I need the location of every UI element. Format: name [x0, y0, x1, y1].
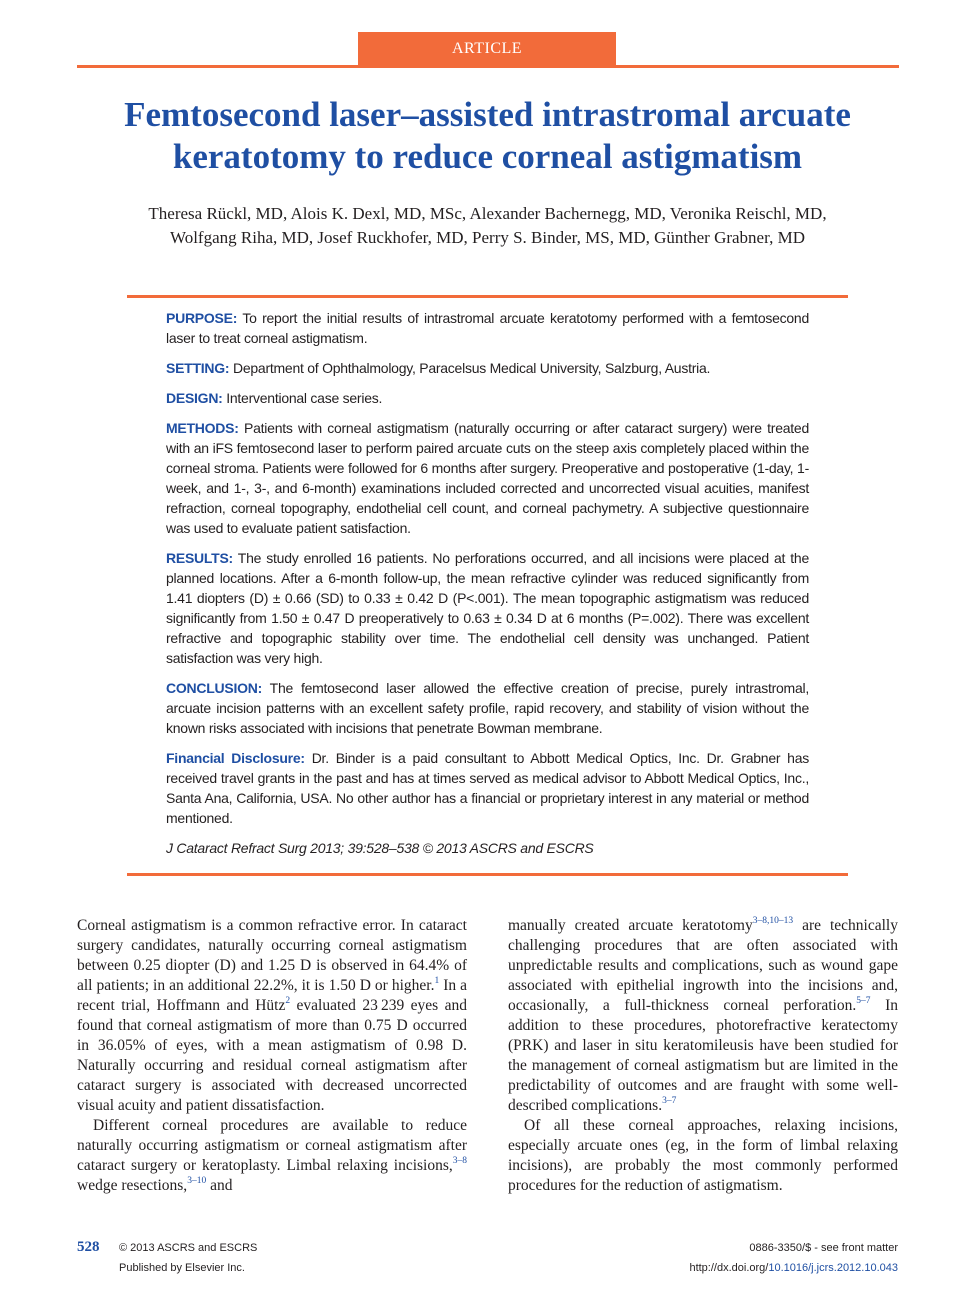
- authors-line-1: Theresa Rückl, MD, Alois K. Dexl, MD, MSc, Alexander Bachernegg, MD, Veronika Reischl, MD,: [148, 204, 827, 223]
- doi-prefix: http://dx.doi.org/: [689, 1262, 769, 1274]
- setting-label: SETTING:: [166, 360, 230, 376]
- body-text: In addition to these procedures, photorefractive keratectomy (PRK) and laser in situ keratomileusis have been studied for the management of corneal astigmatism but are limited in the predictability of outcomes and are fraught with some well-described complications.: [508, 997, 898, 1114]
- body-text: Corneal astigmatism is a common refractive error. In cataract surgery candidates, naturally occurring corneal astigmatism between 0.25 diopter (D) and 1.25 D is observed in 64.4% of all patients; in an additional 22.2%, it is 1.50 D or higher.: [77, 917, 467, 994]
- citation-ref[interactable]: 3–10: [187, 1176, 207, 1186]
- article-type-tag: ARTICLE: [358, 32, 616, 65]
- body-text: Different corneal procedures are available to reduce naturally occurring astigmatism or corneal astigmatism after cataract surgery or keratoplasty. Limbal relaxing incisions,: [77, 1117, 467, 1174]
- title-line-1: Femtosecond laser–assisted intrastromal arcuate: [124, 95, 851, 134]
- disclosure-text: Dr. Binder is a paid consultant to Abbott Medical Optics, Inc. Dr. Grabner has received travel grants in the past and has at times served as medical advisor to Abbott Medical Optics, Inc., Santa Ana, California, USA. No other author has a financial or proprietary interest in any material or method mentioned.: [166, 750, 809, 826]
- page-number: 528: [77, 1239, 100, 1255]
- body-paragraph: Of all these corneal approaches, relaxing incisions, especially arcuate ones (eg, in the form of limbal relaxing incisions), are probably the most commonly performed procedures for the reduction of astigmatism.: [508, 1117, 898, 1194]
- footer-copyright: © 2013 ASCRS and ESCRS: [119, 1242, 258, 1254]
- abstract-methods: [166, 418, 809, 538]
- abstract-design: [166, 388, 809, 408]
- setting-text: Department of Ophthalmology, Paracelsus Medical University, Salzburg, Austria.: [229, 360, 711, 376]
- body-paragraph: [77, 1116, 467, 1196]
- abstract-purpose: [166, 308, 809, 348]
- body-text: In a recent trial, Hoffmann and Hütz: [77, 977, 468, 1014]
- results-text: The study enrolled 16 patients. No perforations occurred, and all incisions were placed at the planned locations. After a 6-month follow-up, the mean refractive cylinder was reduced significantly from 1.41 diopters (D) ± 0.66 (SD) to 0.33 ± 0.42 D (P<.001). The mean topographic astigmatism was reduced significantly from 1.50 ± 0.47 D preoperatively to 0.63 ± 0.34 D at 6 months (P=.002). There was excellent refractive and topographic stability over time. The endothelial cell density was unchanged. Patient satisfaction was very high.: [166, 550, 809, 666]
- journal-citation: J Cataract Refract Surg 2013; 39:528–538 © 2013 ASCRS and ESCRS: [166, 840, 594, 856]
- abstract-top-rule: [127, 295, 848, 298]
- body-text: wedge resections,: [77, 1177, 188, 1194]
- body-text: are technically challenging procedures that are often associated with unpredictable results and complications, such as wound gape associated with epithelial ingrowth into the incisions and, occasionally, a full-thickness corneal perforation.: [508, 917, 898, 1014]
- methods-text: Patients with corneal astigmatism (naturally occurring or after cataract surgery) were treated with an iFS femtosecond laser to perform paired arcuate cuts on the steep axis completely placed within the corneal stroma. Patients were followed for 6 months after surgery. Preoperative and postoperative (1-day, 1-week, and 1-, 3-, and 6-month) examinations included corrected and uncorrected visual acuities, manifest refraction, corneal topography, endothelial cell count, and corneal pachymetry. A subjective questionnaire was used to evaluate patient satisfaction.: [166, 420, 809, 536]
- header-divider: [77, 65, 899, 68]
- body-paragraph: [508, 916, 898, 1116]
- abstract-bottom-rule: [127, 873, 848, 876]
- body-text: evaluated 23 239 eyes and found that corneal astigmatism of more than 0.75 D occurred in 36.05% of eyes, with a mean astigmatism of 0.98 D. Naturally occurring and residual corneal astigmatism after cataract surgery is associated with decreased uncorrected visual acuity and patient dissatisfaction.: [77, 997, 467, 1114]
- abstract-results: [166, 548, 809, 668]
- citation-ref[interactable]: 5–7: [856, 996, 871, 1006]
- purpose-label: PURPOSE:: [166, 310, 238, 326]
- design-label: DESIGN:: [166, 390, 223, 406]
- disclosure-label: Financial Disclosure:: [166, 750, 305, 766]
- abstract-disclosure: [166, 748, 809, 828]
- citation-ref[interactable]: 3–8,10–13: [752, 916, 794, 926]
- conclusion-label: CONCLUSION:: [166, 680, 263, 696]
- body-paragraph: [77, 916, 467, 1116]
- methods-label: METHODS:: [166, 420, 239, 436]
- citation-ref[interactable]: 3–7: [662, 1096, 677, 1106]
- conclusion-text: The femtosecond laser allowed the effective creation of precise, purely intrastromal, arcuate incision patterns with an excellent safety profile, rapid recovery, and stability of vision without the known risks associated with incisions that penetrate Bowman membrane.: [166, 680, 809, 736]
- abstract-setting: [166, 358, 809, 378]
- author-list: [40, 202, 935, 250]
- design-text: Interventional case series.: [222, 390, 383, 406]
- authors-line-2: Wolfgang Riha, MD, Josef Ruckhofer, MD, Perry S. Binder, MS, MD, Günther Grabner, MD: [170, 228, 805, 247]
- abstract-block: [166, 308, 809, 868]
- footer-issn: 0886-3350/$ - see front matter: [749, 1242, 898, 1254]
- purpose-text: To report the initial results of intrastromal arcuate keratotomy performed with a femtosecond laser to treat corneal astigmatism.: [166, 310, 809, 346]
- body-text: manually created arcuate keratotomy: [508, 917, 753, 934]
- article-title: [40, 94, 935, 178]
- results-label: RESULTS:: [166, 550, 233, 566]
- body-text: and: [206, 1177, 233, 1194]
- body-column-left: [77, 916, 467, 1196]
- footer-publisher: Published by Elsevier Inc.: [119, 1262, 245, 1274]
- abstract-conclusion: [166, 678, 809, 738]
- citation-ref[interactable]: 2: [285, 996, 291, 1006]
- citation-ref[interactable]: 3–8: [452, 1156, 467, 1166]
- doi-link[interactable]: 10.1016/j.jcrs.2012.10.043: [768, 1262, 898, 1274]
- citation-ref[interactable]: 1: [434, 976, 440, 986]
- footer-doi: [689, 1262, 898, 1274]
- title-line-2: keratotomy to reduce corneal astigmatism: [172, 137, 803, 176]
- body-column-right: [508, 916, 898, 1196]
